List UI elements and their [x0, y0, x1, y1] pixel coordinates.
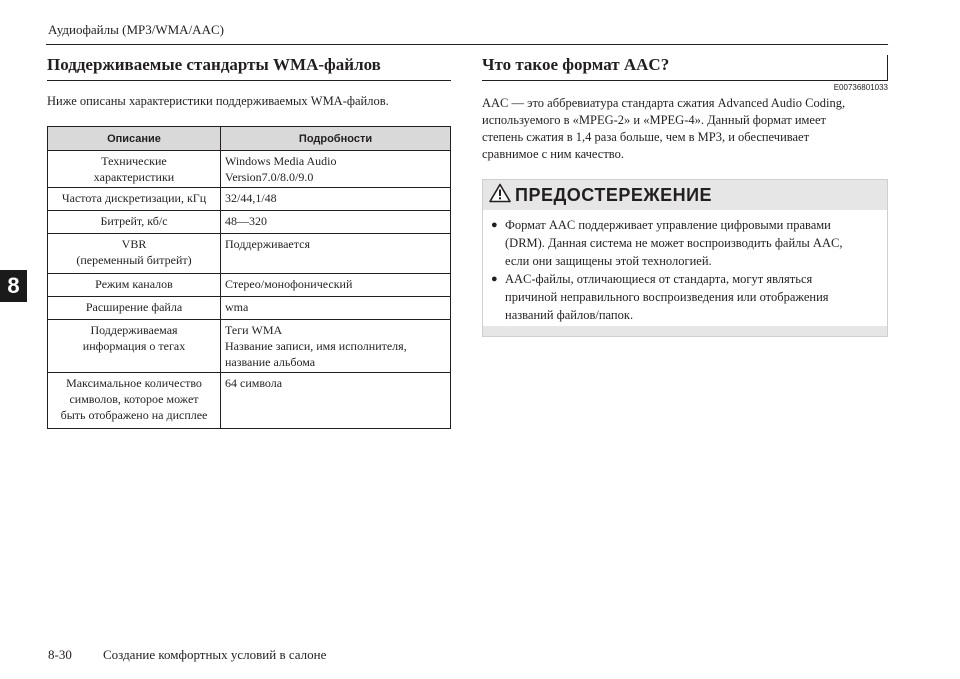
warning-triangle-icon: [489, 183, 511, 208]
aac-section: [482, 55, 888, 337]
text-line: (DRM). Данная система не может воспроизводить файлы AAC,: [505, 236, 843, 250]
cell-line: Стерео/монофонический: [225, 277, 353, 291]
table-row: [48, 320, 451, 373]
cell-line: Теги WMA: [225, 323, 283, 337]
cell-line: Максимальное количество: [66, 376, 202, 390]
row-details: [221, 320, 451, 373]
cell-line: Расширение файла: [85, 300, 183, 314]
caution-item-text: [505, 270, 829, 324]
bullet-icon: ●: [491, 219, 498, 231]
cell-line: Название записи, имя исполнителя,: [225, 339, 407, 353]
column-header-details: Подробности: [221, 127, 451, 151]
text-line: сравнимое с ним качество.: [482, 147, 624, 161]
caution-item: [491, 270, 879, 324]
row-details: [221, 211, 451, 234]
header-rule: [46, 44, 888, 45]
text-line: Формат AAC поддерживает управление цифровыми правами: [505, 218, 831, 232]
row-details: [221, 151, 451, 188]
text-line: AAC — это аббревиатура стандарта сжатия Advanced Audio Coding,: [482, 96, 846, 110]
table-row: [48, 188, 451, 211]
cell-line: wma: [225, 300, 249, 314]
aac-description: [482, 95, 888, 163]
chapter-tab: 8: [0, 270, 27, 302]
cell-line: Частота дискретизации, кГц: [61, 191, 207, 205]
row-description: [48, 320, 221, 373]
cell-line: Поддерживается: [225, 237, 310, 251]
aac-section-title: Что такое формат AAC?: [482, 55, 888, 81]
row-details: [221, 188, 451, 211]
row-details: [221, 234, 451, 274]
table-row: [48, 373, 451, 429]
cell-line: Windows Media Audio: [225, 154, 337, 168]
row-description: [48, 297, 221, 320]
bullet-icon: ●: [491, 273, 498, 285]
table-row: [48, 297, 451, 320]
cell-line: 48—320: [225, 214, 267, 228]
caution-title: ПРЕДОСТЕРЕЖЕНИЕ: [515, 184, 713, 205]
page-number: 8-30: [48, 647, 72, 662]
text-line: названий файлов/папок.: [505, 308, 634, 322]
table-row: [48, 274, 451, 297]
text-line: причиной неправильного воспроизведения или отображения: [505, 290, 829, 304]
cell-line: VBR: [121, 237, 147, 251]
table-header-row: [48, 127, 451, 151]
cell-line: 32/44,1/48: [225, 191, 277, 205]
cell-line: 64 символа: [225, 376, 283, 390]
cell-line: символов, которое может: [69, 392, 199, 406]
row-details: [221, 373, 451, 429]
cell-line: Технические: [101, 154, 167, 168]
row-description: [48, 211, 221, 234]
text-line: AAC-файлы, отличающиеся от стандарта, могут являться: [505, 272, 813, 286]
wma-section-title: Поддерживаемые стандарты WMA-файлов: [47, 55, 451, 81]
wma-section: [47, 55, 451, 429]
text-line: используемого в «MPEG-2» и «MPEG-4». Данный формат имеет: [482, 113, 826, 127]
cell-line: Битрейт, кб/с: [100, 214, 168, 228]
cell-line: Version7.0/8.0/9.0: [225, 170, 314, 184]
caution-item: [491, 216, 879, 270]
wma-intro: Ниже описаны характеристики поддерживаемых WMA-файлов.: [47, 94, 389, 108]
cell-line: информация о тегах: [82, 339, 186, 353]
caution-header: [483, 180, 887, 210]
cell-line: быть отображено на дисплее: [60, 408, 208, 422]
wma-spec-table: [47, 126, 451, 429]
column-header-description: Описание: [48, 127, 221, 151]
cell-line: Режим каналов: [95, 277, 173, 291]
row-description: [48, 234, 221, 274]
table-row: [48, 234, 451, 274]
caution-box: [482, 179, 888, 337]
row-description: [48, 373, 221, 429]
running-title: Аудиофайлы (MP3/WMA/AAC): [48, 22, 224, 37]
cell-line: название альбома: [225, 355, 316, 369]
caution-body: [483, 210, 887, 326]
text-line: если они защищены этой технологией.: [505, 254, 712, 268]
cell-line: Поддерживаемая: [90, 323, 178, 337]
row-description: [48, 188, 221, 211]
row-description: [48, 151, 221, 188]
table-row: [48, 151, 451, 188]
row-description: [48, 274, 221, 297]
row-details: [221, 274, 451, 297]
table-row: [48, 211, 451, 234]
chapter-title: Создание комфортных условий в салоне: [103, 647, 327, 662]
row-details: [221, 297, 451, 320]
cell-line: характеристики: [93, 170, 175, 184]
text-line: степень сжатия в 1,4 раза больше, чем в MP3, и обеспечивает: [482, 130, 810, 144]
caution-item-text: [505, 216, 842, 270]
section-code: E00736801033: [833, 83, 888, 92]
cell-line: (переменный битрейт): [76, 253, 192, 267]
